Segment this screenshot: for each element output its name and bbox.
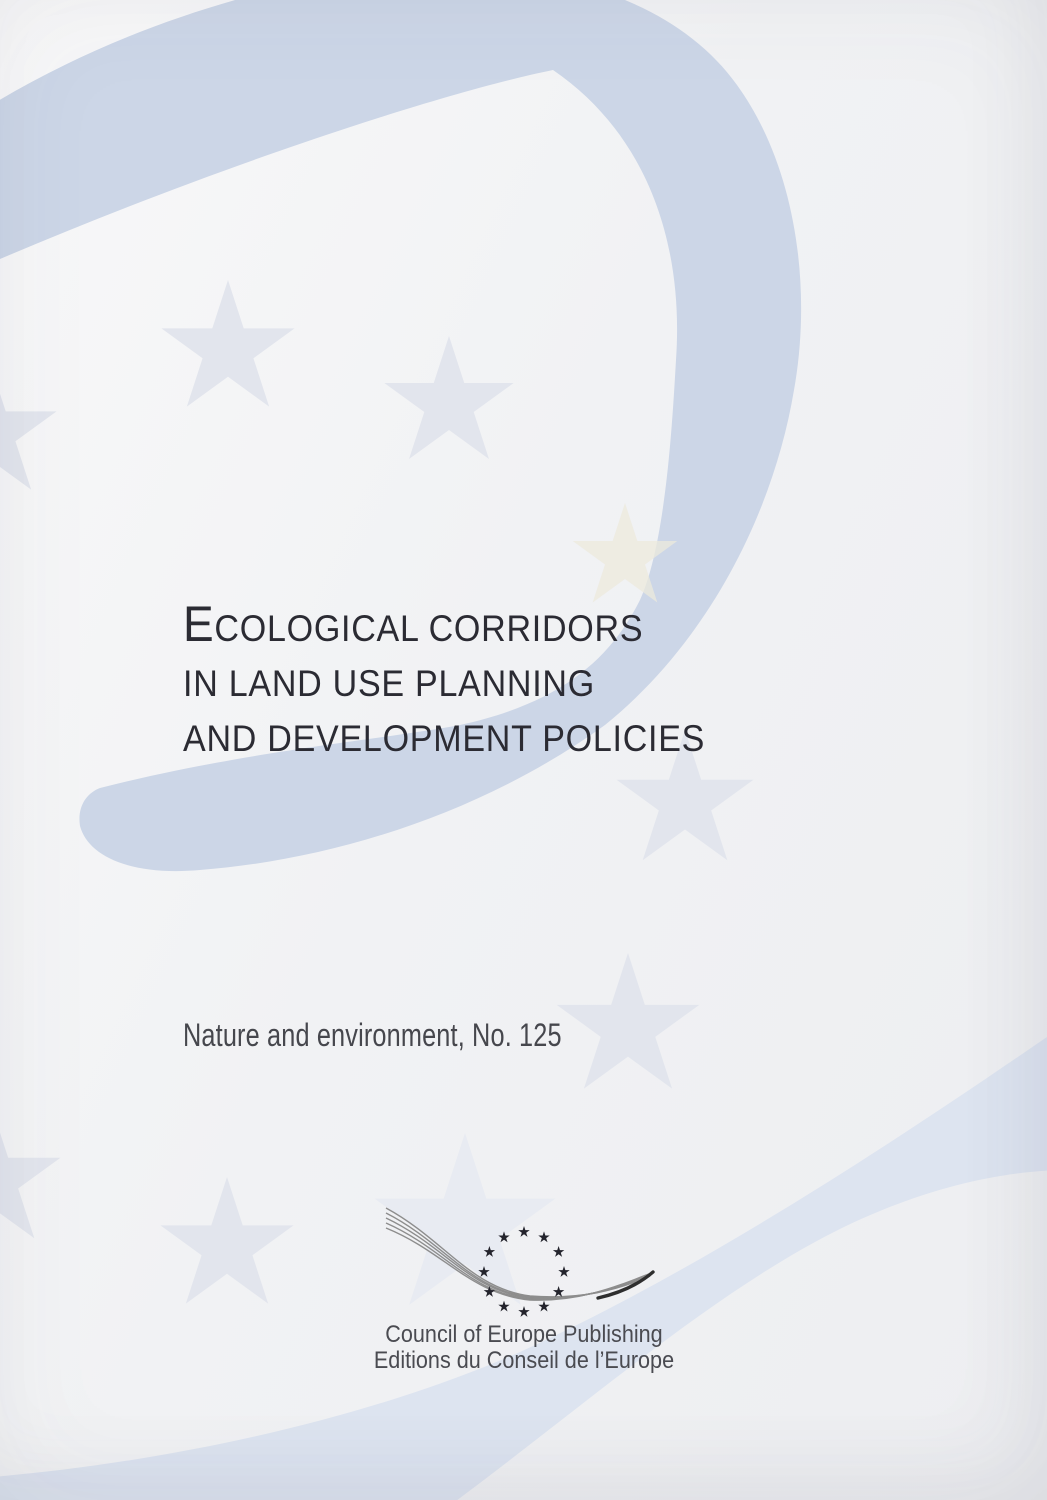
title-line-2: IN LAND USE PLANNING: [183, 663, 595, 704]
watermark-star: [557, 953, 700, 1089]
eu-star: [538, 1301, 549, 1312]
eu-star: [518, 1306, 529, 1317]
watermark-star: [160, 1177, 293, 1304]
eu-star: [558, 1266, 569, 1277]
publisher-line-fr: Editions du Conseil de l’Europe: [373, 1347, 675, 1374]
bottom-swoosh-shape: [0, 1028, 1047, 1500]
eu-star: [518, 1226, 529, 1237]
title-line-1: ECOLOGICAL CORRIDORS: [183, 596, 644, 652]
page-title: [183, 597, 705, 766]
publisher-line-en: Council of Europe Publishing: [385, 1321, 663, 1348]
publisher-block: [344, 1322, 704, 1374]
watermark-star: [0, 363, 57, 490]
watermark-star: [384, 336, 513, 459]
watermark-star: [161, 280, 294, 407]
eu-star: [553, 1286, 564, 1297]
watermark-star: [375, 1133, 556, 1305]
title-initial: E: [183, 596, 215, 652]
eu-star: [553, 1246, 564, 1257]
title-line-3: AND DEVELOPMENT POLICIES: [183, 718, 706, 759]
eu-star: [498, 1301, 509, 1312]
watermark-star: [0, 1108, 60, 1238]
eu-star: [538, 1231, 549, 1242]
series-label: Nature and environment, No. 125: [183, 1017, 562, 1053]
